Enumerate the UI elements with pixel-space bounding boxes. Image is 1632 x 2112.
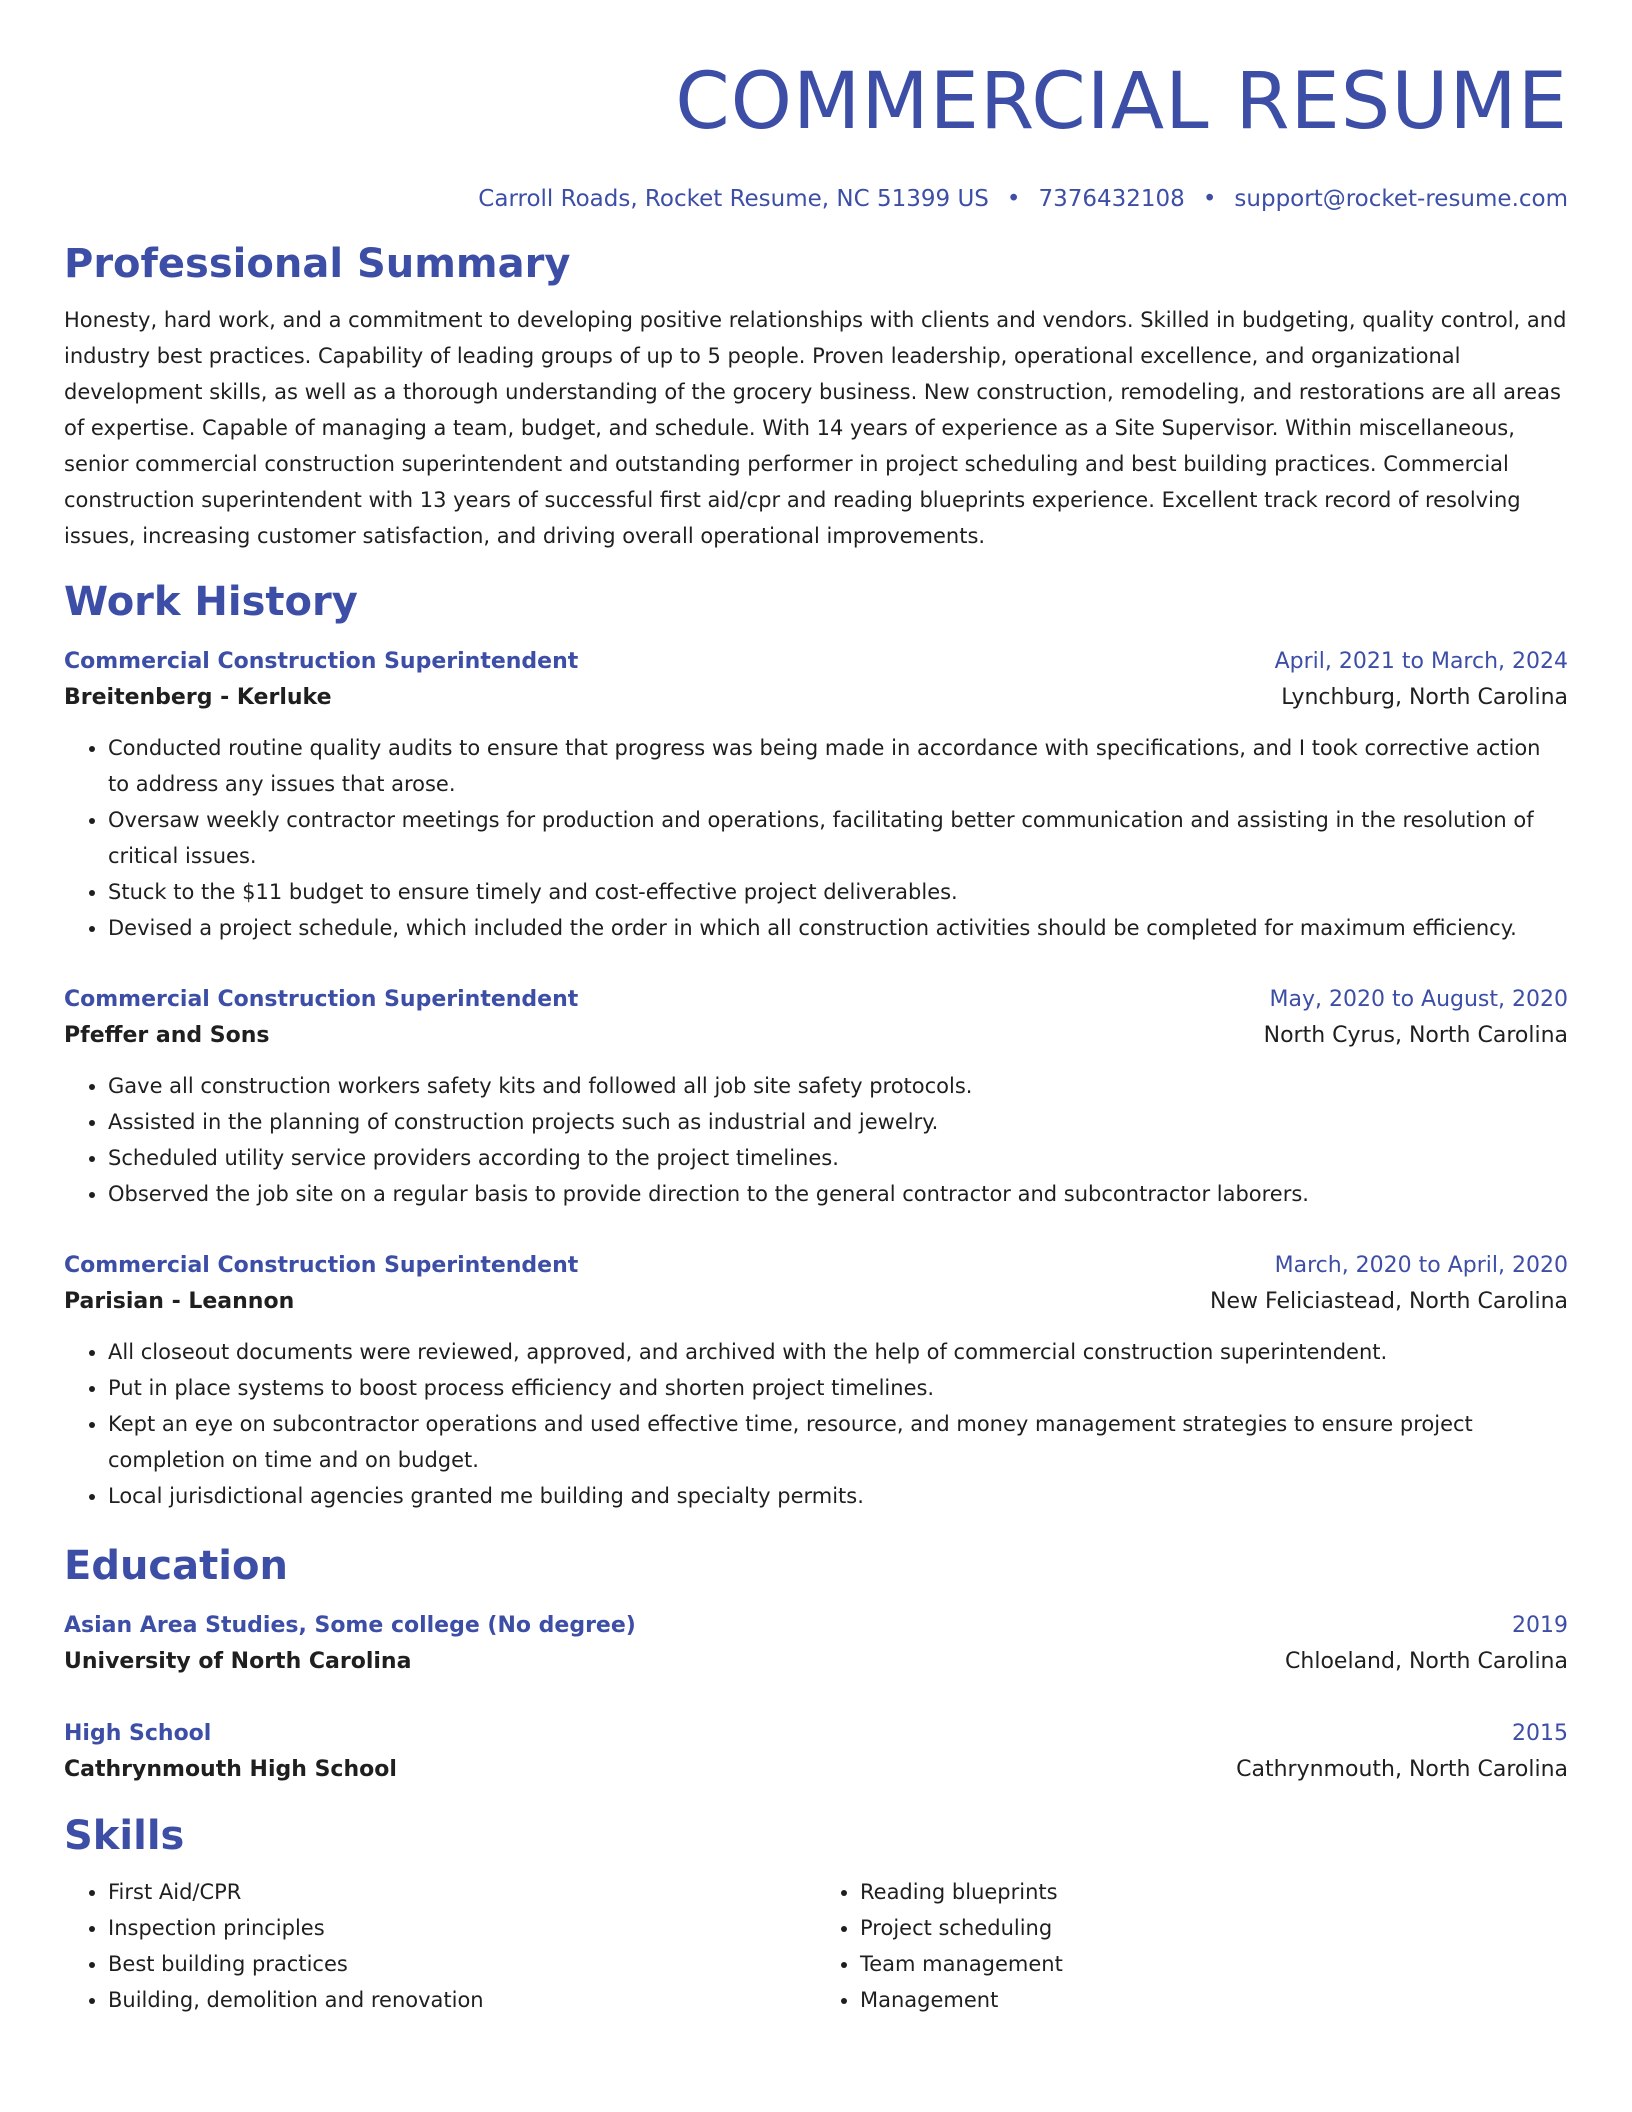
contact-address: Carroll Roads, Rocket Resume, NC 51399 US [478,186,989,212]
job-bullets [64,1068,1568,1212]
job-bullet: • Put in place systems to boost process efficiency and shorten project timelines. [108,1370,1568,1406]
job-bullets [64,1334,1568,1514]
education-school-row [64,1644,1568,1680]
education-entry [64,1716,1568,1788]
job-entry [64,644,1568,946]
education-school: Cathrynmouth High School [64,1757,397,1782]
education-year: 2019 [1512,1613,1568,1638]
resume-header [64,0,1568,214]
job-bullet: • Devised a project schedule, which included the order in which all construction activities should be completed for maximum efficiency. [108,910,1568,946]
skills-column-right [816,1874,1568,2018]
skill-item: • First Aid/CPR [108,1874,816,1910]
job-company-row [64,680,1568,716]
job-bullets [64,730,1568,946]
job-bullet: • Oversaw weekly contractor meetings for production and operations, facilitating better communication and assisting in the resolution of critical issues. [108,802,1568,874]
work-history-heading: Work History [64,579,358,625]
skills-column-left [64,1874,816,2018]
job-header-row [64,982,1568,1018]
summary-heading: Professional Summary [64,241,571,287]
job-role: Commercial Construction Superintendent [64,1253,579,1278]
job-role: Commercial Construction Superintendent [64,649,579,674]
education-degree: High School [64,1721,212,1746]
skills-list [64,1874,1568,2018]
resume-page [64,0,1568,2018]
education-school: University of North Carolina [64,1649,412,1674]
contact-line [64,184,1568,214]
education-header-row [64,1608,1568,1644]
education-entry [64,1608,1568,1680]
job-company-row [64,1018,1568,1054]
education-year: 2015 [1512,1721,1568,1746]
skill-item: • Best building practices [108,1946,816,1982]
job-company-row [64,1284,1568,1320]
job-header-row [64,644,1568,680]
job-company: Parisian - Leannon [64,1289,295,1314]
skill-item: • Team management [860,1946,1568,1982]
job-bullet: • Kept an eye on subcontractor operations and used effective time, resource, and money management strategies to ensure project completion on time and on budget. [108,1406,1568,1478]
education-heading: Education [64,1543,288,1589]
job-bullet: • Gave all construction workers safety kits and followed all job site safety protocols. [108,1068,1568,1104]
skill-item: • Inspection principles [108,1910,816,1946]
job-dates: March, 2020 to April, 2020 [1274,1253,1568,1278]
education-location: Chloeland, North Carolina [1285,1649,1568,1674]
skill-item: • Management [860,1982,1568,2018]
job-entry [64,982,1568,1212]
job-company: Pfeffer and Sons [64,1023,270,1048]
job-bullet: • Observed the job site on a regular basis to provide direction to the general contractor and subcontractor laborers. [108,1176,1568,1212]
job-entry [64,1248,1568,1514]
contact-email[interactable]: support@rocket-resume.com [1234,186,1568,212]
education-header-row [64,1716,1568,1752]
job-location: New Feliciastead, North Carolina [1210,1289,1568,1314]
contact-phone: 7376432108 [1038,186,1185,212]
job-bullet: • Assisted in the planning of construction projects such as industrial and jewelry. [108,1104,1568,1140]
job-location: North Cyrus, North Carolina [1263,1023,1568,1048]
job-company: Breitenberg - Kerluke [64,685,332,710]
job-bullet: • Scheduled utility service providers according to the project timelines. [108,1140,1568,1176]
education-school-row [64,1752,1568,1788]
contact-separator: • [1006,186,1021,212]
summary-text: Honesty, hard work, and a commitment to developing positive relationships with clients and vendors. Skilled in budgeting, quality control, and industry best practices. Capability of leading groups of up to 5 people. Proven leadership, operational excellence, and organizational development skills, as well as a thorough understanding of the grocery business. New construction, remodeling, and restorations are all areas of expertise. Capable of managing a team, budget, and schedule. With 14 years of experience as a Site Supervisor. Within miscellaneous, senior commercial construction superintendent and outstanding performer in project scheduling and best building practices. Commercial construction superintendent with 13 years of successful first aid/cpr and reading blueprints experience. Excellent track record of resolving issues, increasing customer satisfaction, and driving overall operational improvements. [64,308,1567,548]
job-dates: May, 2020 to August, 2020 [1269,987,1568,1012]
job-bullet: • Local jurisdictional agencies granted me building and specialty permits. [108,1478,1568,1514]
contact-separator: • [1202,186,1217,212]
resume-title: COMMERCIAL RESUME [675,57,1568,147]
job-bullet: • Conducted routine quality audits to ensure that progress was being made in accordance with specifications, and I took corrective action to address any issues that arose. [108,730,1568,802]
education-location: Cathrynmouth, North Carolina [1236,1757,1568,1782]
job-bullet: • Stuck to the $11 budget to ensure timely and cost-effective project deliverables. [108,874,1568,910]
job-bullet: • All closeout documents were reviewed, approved, and archived with the help of commercial construction superintendent. [108,1334,1568,1370]
skill-item: • Building, demolition and renovation [108,1982,816,2018]
job-role: Commercial Construction Superintendent [64,987,579,1012]
skill-item: • Project scheduling [860,1910,1568,1946]
job-header-row [64,1248,1568,1284]
skills-heading: Skills [64,1813,185,1859]
job-location: Lynchburg, North Carolina [1281,685,1568,710]
skill-item: • Reading blueprints [860,1874,1568,1910]
job-dates: April, 2021 to March, 2024 [1274,649,1568,674]
education-degree: Asian Area Studies, Some college (No degree) [64,1613,636,1638]
